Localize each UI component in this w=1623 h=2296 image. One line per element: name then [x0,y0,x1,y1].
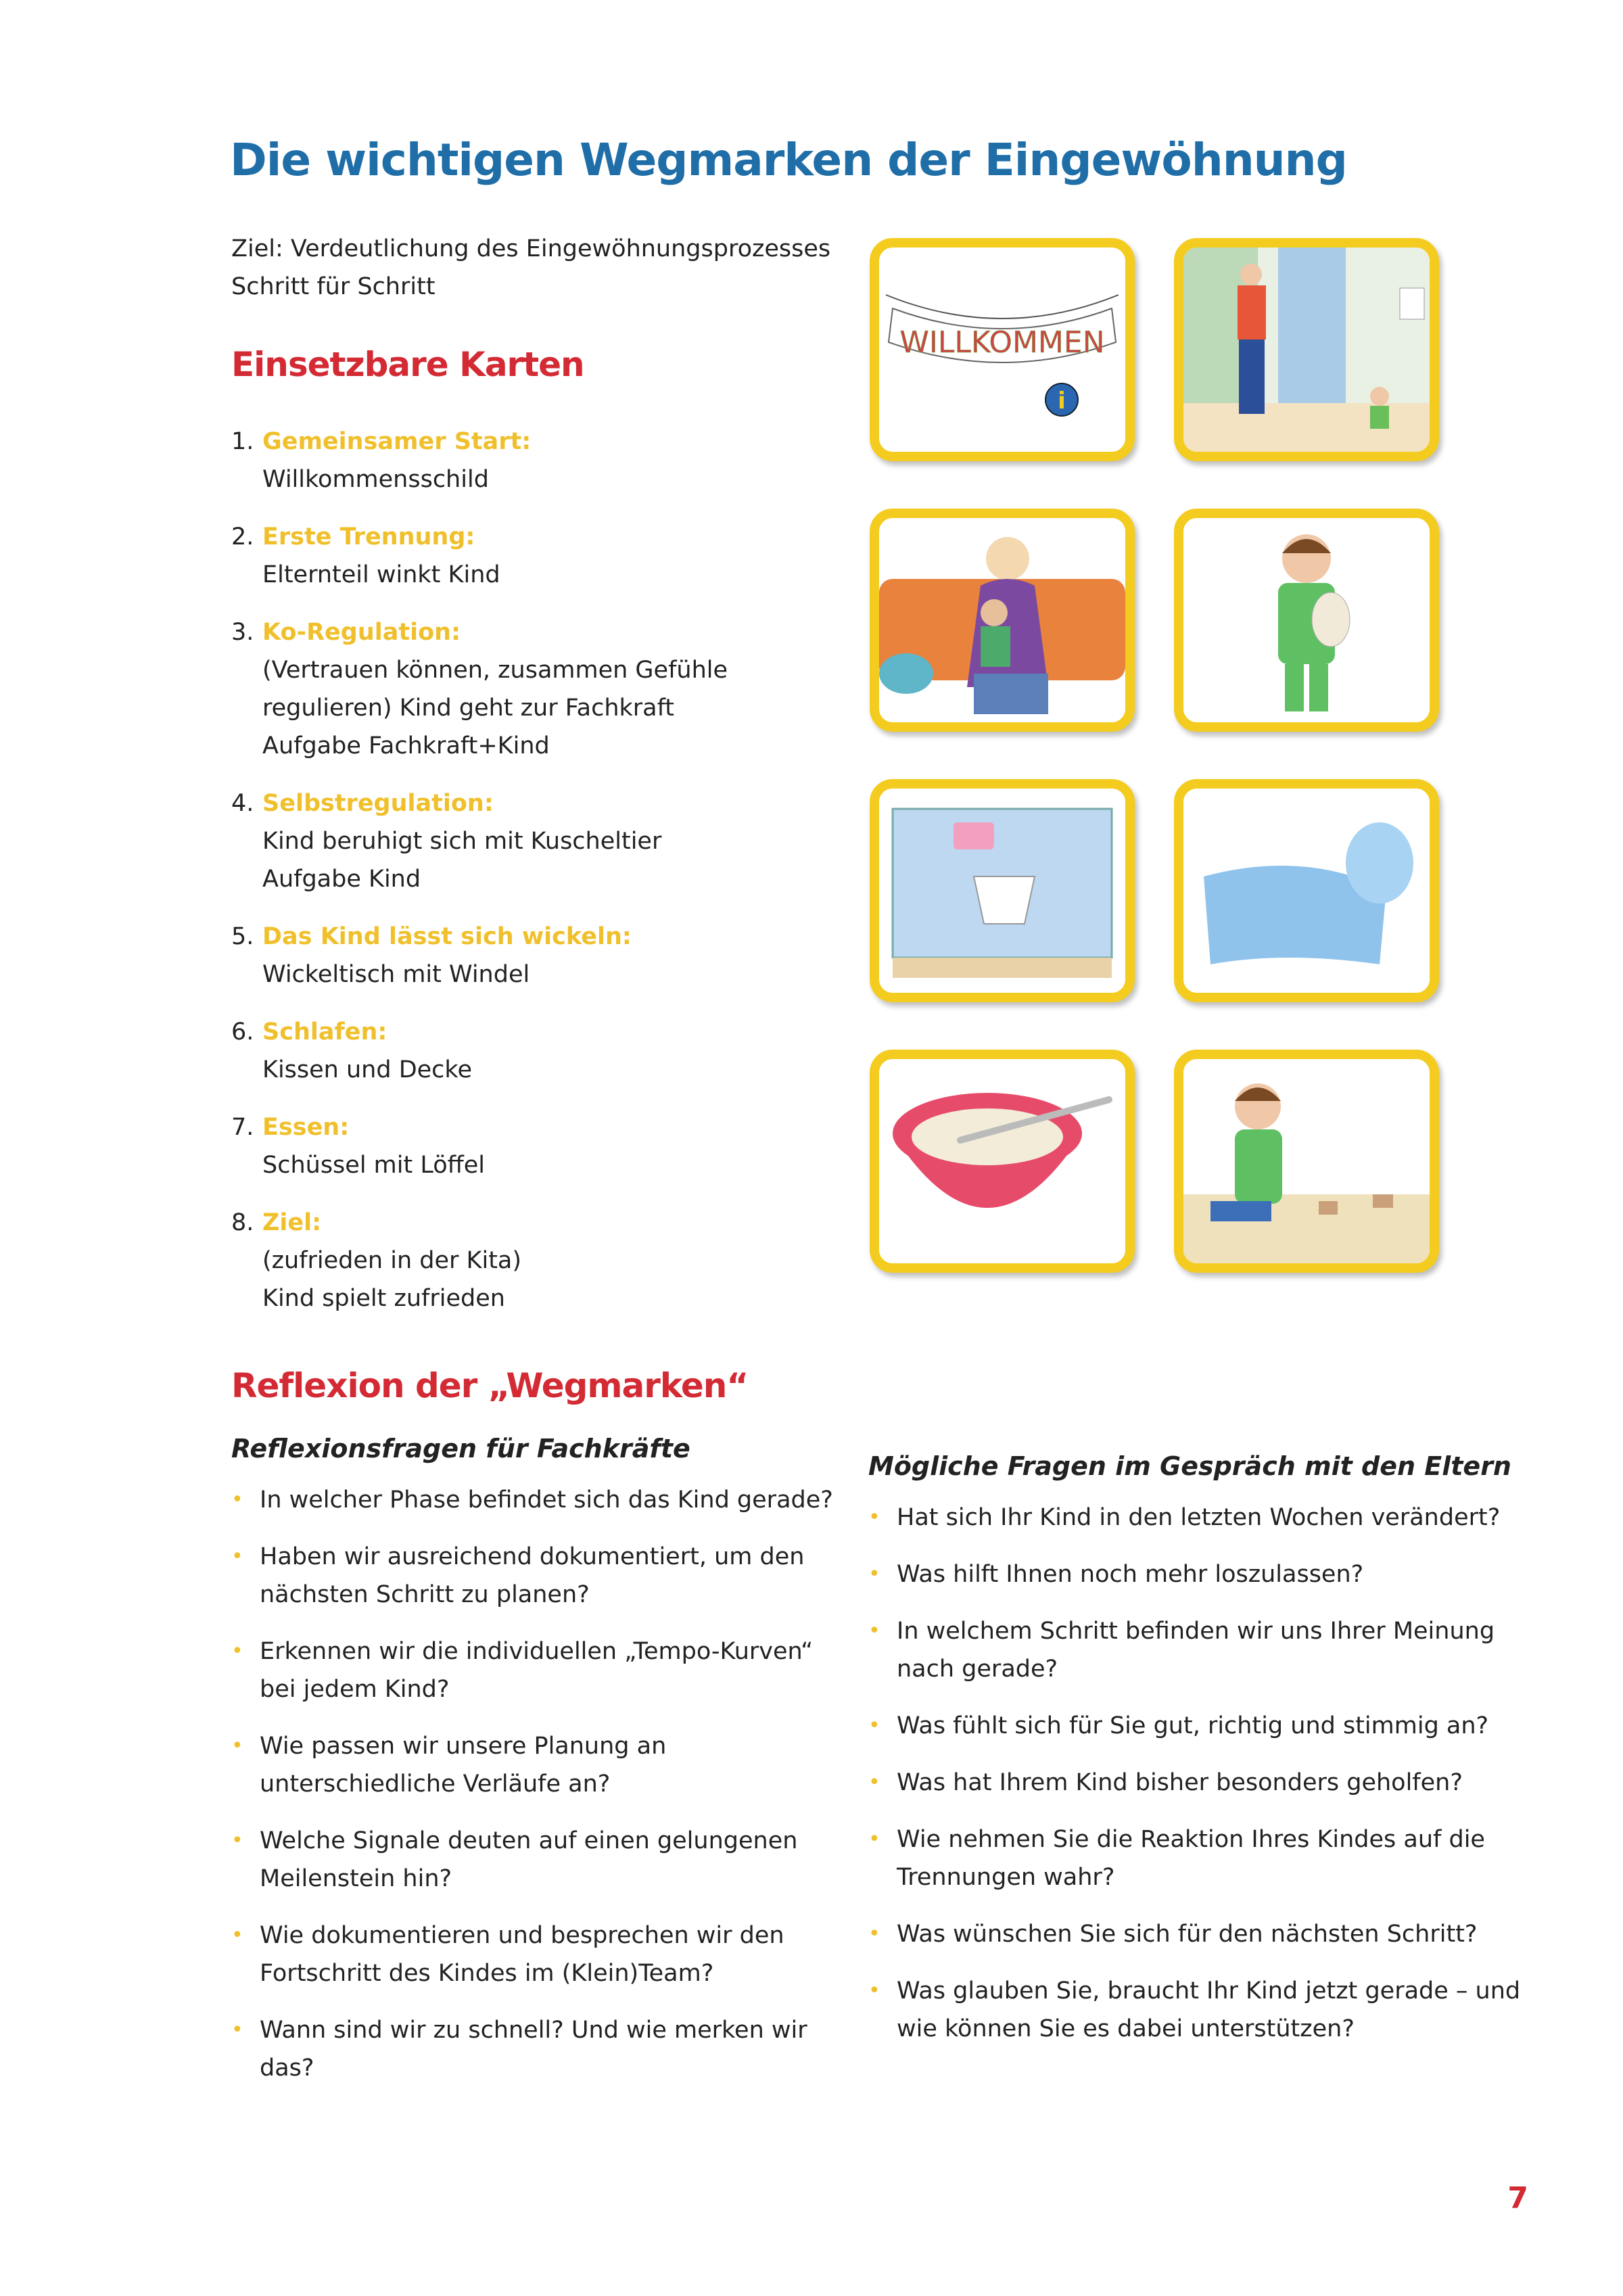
fachkraefte-section [231,1434,840,2106]
intro-line: Ziel: Verdeutlichung des Eingewöhnungsprozesses [231,235,831,262]
child-playing-illustration [1183,1059,1430,1263]
fachkraefte-heading: Reflexionsfragen für Fachkräfte [231,1434,690,1463]
card-list-item [231,1108,840,1184]
item-label: Essen: [262,1114,350,1141]
card-schlafen [1174,779,1439,1002]
card-list-item [231,784,840,898]
question-item: • Was wünschen Sie sich für den nächsten Schritt? [868,1915,1545,1953]
item-description: Wickeltisch mit Windel [262,961,530,988]
item-description: Willkommensschild [262,466,489,493]
reflexion-heading: Reflexion der „Wegmarken“ [231,1366,749,1405]
question-item: • Haben wir ausreichend dokumentiert, um den nächsten Schritt zu planen? [231,1538,840,1614]
question-item: • Was fühlt sich für Sie gut, richtig und stimmig an? [868,1707,1545,1745]
question-item: • Was hilft Ihnen noch mehr loszulassen? [868,1555,1545,1593]
fachkraefte-questions [231,1481,840,2087]
question-item: • Hat sich Ihr Kind in den letzten Wochen verändert? [868,1499,1545,1537]
intro-text [231,230,840,306]
question-item: • Was glauben Sie, braucht Ihr Kind jetzt gerade – und wie können Sie es dabei unterstützen? [868,1972,1545,2048]
intro-line: Schritt für Schritt [231,273,436,300]
card-erste-trennung [1174,238,1439,461]
item-description: Aufgabe Kind [262,866,421,893]
banner-text: WILLKOMMEN [899,325,1105,360]
question-item: • Erkennen wir die individuellen „Tempo-Kurven“ bei jedem Kind? [231,1633,840,1708]
item-number: 5. [231,923,254,950]
cards-heading: Einsetzbare Karten [231,345,584,384]
item-label: Das Kind lässt sich wickeln: [262,923,632,950]
item-description: Kissen und Decke [262,1056,472,1083]
card-wickeln [870,779,1135,1002]
question-item: • Welche Signale deuten auf einen gelungenen Meilenstein hin? [231,1822,840,1898]
question-item: • Was hat Ihrem Kind bisher besonders geholfen? [868,1764,1545,1802]
item-number: 3. [231,619,254,646]
item-description: Kind spielt zufrieden [262,1285,505,1312]
card-list-item [231,518,840,594]
card-willkommen [870,238,1135,461]
question-item: • Wie nehmen Sie die Reaktion Ihres Kindes auf die Trennungen wahr? [868,1821,1545,1896]
eltern-section [868,1451,1545,2067]
item-number: 2. [231,523,254,550]
item-number: 4. [231,790,254,817]
question-item: • Wann sind wir zu schnell? Und wie merken wir das? [231,2011,840,2087]
item-description: Kind beruhigt sich mit Kuscheltier [262,828,662,855]
parent-waving-illustration [1183,248,1430,452]
card-selbstregulation [1174,509,1439,732]
card-list-item [231,1204,840,1317]
page-number: 7 [1507,2181,1528,2216]
item-number: 8. [231,1209,254,1236]
question-item: • In welchem Schritt befinden wir uns Ihrer Meinung nach gerade? [868,1612,1545,1688]
cards-list [231,423,840,1337]
question-item: • In welcher Phase befindet sich das Kind gerade? [231,1481,840,1519]
pillow-and-blanket-illustration [1183,789,1430,993]
question-item: • Wie dokumentieren und besprechen wir den Fortschritt des Kindes im (Klein)Team? [231,1917,840,1992]
item-label: Gemeinsamer Start: [262,428,532,455]
item-label: Ko-Regulation: [262,619,461,646]
item-description: regulieren) Kind geht zur Fachkraft [262,695,675,722]
item-label: Erste Trennung: [262,523,475,550]
item-number: 6. [231,1018,254,1046]
card-list-item [231,918,840,993]
item-number: 7. [231,1114,254,1141]
eltern-heading: Mögliche Fragen im Gespräch mit den Eltern [868,1451,1511,1481]
item-description: Schüssel mit Löffel [262,1152,486,1179]
card-list-item [231,423,840,498]
item-description: Aufgabe Fachkraft+Kind [262,732,550,759]
item-label: Selbstregulation: [262,790,494,817]
card-list-item [231,613,840,765]
item-number: 1. [231,428,254,455]
card-essen [870,1050,1135,1273]
card-ziel [1174,1050,1439,1273]
eltern-questions [868,1499,1545,2048]
card-list-item [231,1013,840,1089]
item-description: (zufrieden in der Kita) [262,1247,522,1274]
bowl-with-spoon-illustration [879,1059,1125,1263]
parent-with-child-illustration [879,518,1125,722]
child-with-cuddly-toy-illustration [1183,518,1430,722]
info-icon: i [1058,388,1066,415]
item-label: Schlafen: [262,1018,387,1046]
changing-table-illustration [879,789,1125,993]
question-item: • Wie passen wir unsere Planung an unterschiedliche Verläufe an? [231,1727,840,1803]
welcome-banner-illustration [879,248,1125,452]
item-label: Ziel: [262,1209,322,1236]
card-ko-regulation [870,509,1135,732]
page-title: Die wichtigen Wegmarken der Eingewöhnung [230,134,1347,186]
item-description: (Vertrauen können, zusammen Gefühle [262,657,728,684]
item-description: Elternteil winkt Kind [262,561,500,588]
